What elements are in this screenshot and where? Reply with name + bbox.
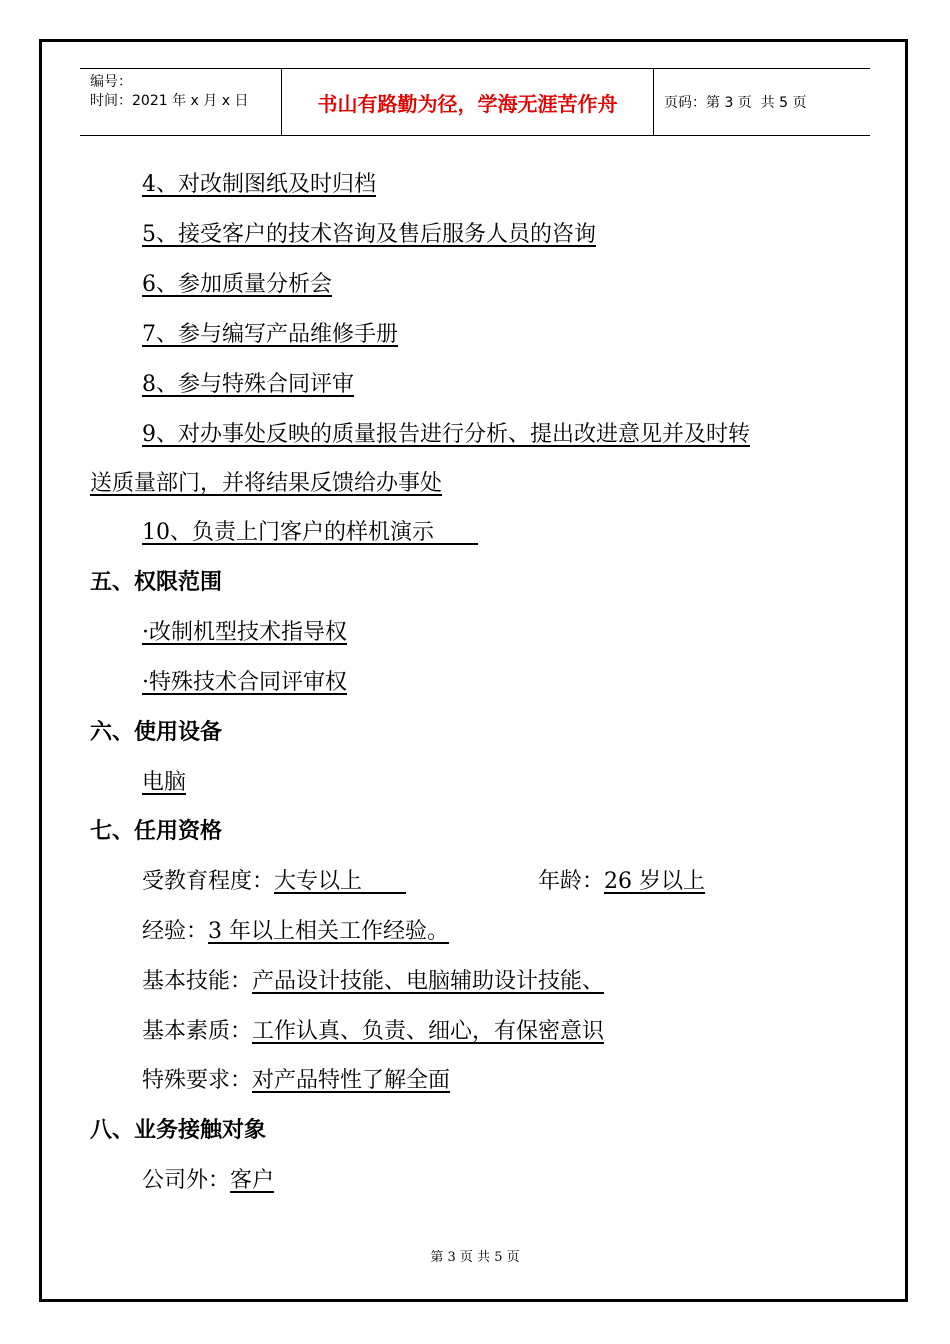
header-left-cell	[80, 69, 282, 135]
age-value: 26 岁以上	[604, 869, 706, 894]
footer-page-number: 第 3 页 共 5 页	[430, 1250, 520, 1265]
quality-label: 基本素质：	[142, 1019, 253, 1044]
header-page-cell	[654, 69, 870, 135]
special-row	[142, 1066, 450, 1096]
age-row	[538, 867, 705, 897]
age-label: 年龄：	[538, 869, 605, 894]
section-heading-equipment: 六、使用设备	[90, 720, 223, 745]
duty-item: 5、接受客户的技术咨询及售后服务人员的咨询	[142, 222, 596, 247]
education-label: 受教育程度：	[142, 869, 275, 894]
special-label: 特殊要求：	[142, 1068, 253, 1093]
permission-item: ·特殊技术合同评审权	[142, 670, 347, 695]
section-heading-contacts: 八、业务接触对象	[90, 1118, 267, 1143]
document-time-label: 时间：2021 年 x 月 x 日	[90, 93, 249, 109]
external-contact-row	[142, 1166, 274, 1196]
equipment-value: 电脑	[142, 770, 187, 795]
page-footer	[0, 1246, 950, 1265]
permission-item: ·改制机型技术指导权	[142, 620, 347, 645]
special-value: 对产品特性了解全面	[252, 1068, 451, 1093]
experience-value: 3 年以上相关工作经验。	[208, 919, 450, 944]
experience-label: 经验：	[142, 919, 209, 944]
header-motto: 书山有路勤为径，学海无涯苦作舟	[282, 69, 654, 135]
experience-row	[142, 917, 449, 947]
education-row	[142, 867, 406, 897]
document-header	[80, 68, 870, 136]
quality-value: 工作认真、负责、细心，有保密意识	[252, 1019, 605, 1044]
skills-row	[142, 967, 604, 997]
skills-value: 产品设计技能、电脑辅助设计技能、	[252, 969, 605, 994]
external-label: 公司外：	[142, 1168, 231, 1193]
quality-row	[142, 1017, 604, 1047]
header-page-label: 页码：第 3 页 共 5 页	[664, 95, 807, 111]
duty-item: 9、对办事处反映的质量报告进行分析、提出改进意见并及时转	[142, 422, 750, 447]
duty-item: 4、对改制图纸及时归档	[142, 172, 376, 197]
document-number-label: 编号：	[90, 74, 132, 90]
external-value: 客户	[230, 1168, 275, 1193]
education-value: 大专以上	[274, 869, 407, 894]
duty-item-continued: 送质量部门，并将结果反馈给办事处	[90, 471, 443, 496]
skills-label: 基本技能：	[142, 969, 253, 994]
duty-item: 8、参与特殊合同评审	[142, 372, 354, 397]
duty-item: 10、负责上门客户的样机演示	[142, 520, 478, 545]
section-heading-permissions: 五、权限范围	[90, 570, 223, 595]
section-heading-qualifications: 七、任用资格	[90, 819, 223, 844]
duty-item: 7、参与编写产品维修手册	[142, 322, 398, 347]
duty-item: 6、参加质量分析会	[142, 272, 332, 297]
